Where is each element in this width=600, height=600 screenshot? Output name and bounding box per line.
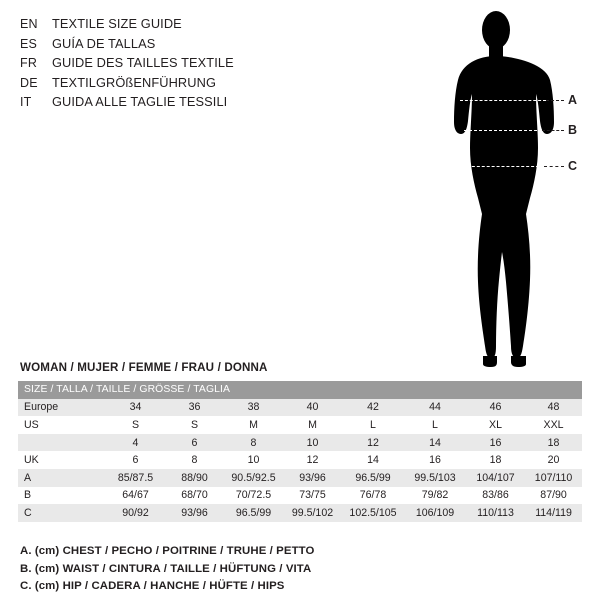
language-code: EN	[20, 17, 38, 31]
language-code: DE	[20, 75, 38, 90]
language-row	[20, 94, 350, 114]
cell: 93/96	[299, 471, 326, 484]
cell: 44	[429, 401, 441, 414]
cell: 79/82	[421, 489, 449, 502]
cell: 110/113	[477, 506, 514, 519]
table-header-label: SIZE / TALLA / TAILLE / GRÖSSE / TAGLIA	[24, 384, 231, 396]
language-code: IT	[20, 95, 32, 109]
language-row	[20, 36, 350, 56]
row-label: B	[24, 489, 32, 502]
row-label	[18, 434, 106, 452]
row-label: UK	[24, 454, 39, 467]
female-body-figure	[400, 8, 590, 368]
language-code: FR	[20, 56, 38, 70]
cell: 87/90	[540, 489, 567, 502]
female-silhouette-icon	[400, 8, 590, 368]
cell: 8	[191, 454, 198, 467]
marker-label-b: B	[568, 123, 578, 137]
cell: 114/119	[535, 506, 572, 519]
cell: 90.5/92.5	[231, 471, 276, 484]
language-title: TEXTILGRÖßENFÜHRUNG	[52, 74, 216, 90]
cell: 42	[367, 401, 379, 414]
cell: XXL	[543, 418, 564, 431]
cell: 93/96	[181, 506, 208, 519]
cell: 85/87.5	[117, 471, 154, 484]
cell: 4	[132, 436, 139, 449]
legend-line-b: B. (cm) WAIST / CINTURA / TAILLE / HÜFTUNG / VITA	[20, 562, 312, 575]
language-title: GUIDA ALLE TAGLIE TESSILI	[52, 94, 228, 109]
row-label: A	[24, 471, 32, 484]
language-row	[20, 75, 350, 95]
cell: 104/107	[476, 471, 515, 484]
table-row	[18, 487, 582, 505]
cell: 83/86	[482, 489, 509, 502]
cell: 99.5/103	[414, 471, 456, 484]
chest-measure-line	[460, 100, 546, 101]
cell: M	[308, 418, 317, 431]
cell: 96.5/99	[235, 506, 272, 519]
size-table-wrapper	[18, 381, 582, 522]
cell: XL	[489, 418, 502, 431]
legend-line-c: C. (cm) HIP / CADERA / HANCHE / HÜFTE / HIPS	[20, 580, 285, 592]
cell: M	[249, 418, 258, 431]
table-row	[18, 504, 582, 522]
row-label: US	[24, 418, 39, 431]
hip-lead-line	[544, 166, 564, 167]
cell: 73/75	[299, 489, 326, 502]
cell: 10	[306, 436, 319, 449]
cell: 18	[547, 436, 560, 449]
language-title: GUIDE DES TAILLES TEXTILE	[52, 55, 234, 70]
cell: 12	[306, 454, 319, 467]
cell: 106/109	[415, 506, 455, 519]
cell: 76/78	[359, 489, 387, 502]
cell: 16	[489, 436, 502, 449]
language-title-list	[20, 16, 350, 114]
cell: 12	[367, 436, 379, 449]
language-row	[20, 16, 350, 36]
cell: S	[190, 418, 199, 431]
cell: 99.5/102	[291, 506, 334, 519]
chest-lead-line	[546, 100, 564, 101]
cell: 36	[188, 401, 201, 414]
waist-lead-line	[542, 130, 564, 131]
table-row	[18, 399, 582, 417]
hip-measure-line	[462, 166, 544, 167]
cell: 68/70	[181, 489, 208, 502]
section-heading: WOMAN / MUJER / FEMME / FRAU / DONNA	[20, 361, 268, 374]
cell: 16	[429, 454, 441, 467]
cell: 34	[129, 401, 142, 414]
cell: 8	[250, 436, 257, 449]
language-row	[20, 55, 350, 75]
marker-label-a: A	[568, 93, 578, 107]
cell: 38	[247, 401, 260, 414]
row-label: Europe	[24, 401, 59, 414]
table-row	[18, 469, 582, 487]
cell: S	[131, 418, 140, 431]
cell: 40	[306, 401, 319, 414]
cell: 48	[547, 401, 560, 414]
table-row	[18, 451, 582, 469]
cell: 64/67	[122, 489, 149, 502]
cell: 70/72.5	[235, 489, 272, 502]
cell: 20	[547, 454, 560, 467]
table-header-row	[18, 381, 582, 399]
waist-measure-line	[464, 130, 542, 131]
marker-label-c: C	[568, 159, 578, 173]
legend-line-a: A. (cm) CHEST / PECHO / POITRINE / TRUHE / PETTO	[20, 545, 315, 557]
cell: 10	[247, 454, 260, 467]
language-title: TEXTILE SIZE GUIDE	[52, 16, 182, 31]
language-title: GUÍA DE TALLAS	[52, 35, 156, 51]
cell: 6	[132, 454, 139, 467]
cell: 14	[367, 454, 379, 467]
cell: L	[370, 418, 376, 431]
row-label: C	[24, 506, 32, 519]
table-row	[18, 434, 582, 452]
cell: 6	[191, 436, 198, 449]
cell: L	[432, 418, 438, 431]
measurement-legend	[20, 543, 580, 596]
language-code: ES	[20, 36, 38, 51]
size-table	[18, 381, 582, 522]
cell: 102.5/105	[349, 506, 397, 519]
cell: 90/92	[122, 506, 149, 519]
table-row	[18, 416, 582, 434]
cell: 88/90	[181, 471, 208, 484]
cell: 14	[429, 436, 441, 449]
cell: 46	[489, 401, 502, 414]
cell: 18	[489, 454, 502, 467]
cell: 107/110	[534, 471, 573, 484]
cell: 96.5/99	[355, 471, 391, 484]
